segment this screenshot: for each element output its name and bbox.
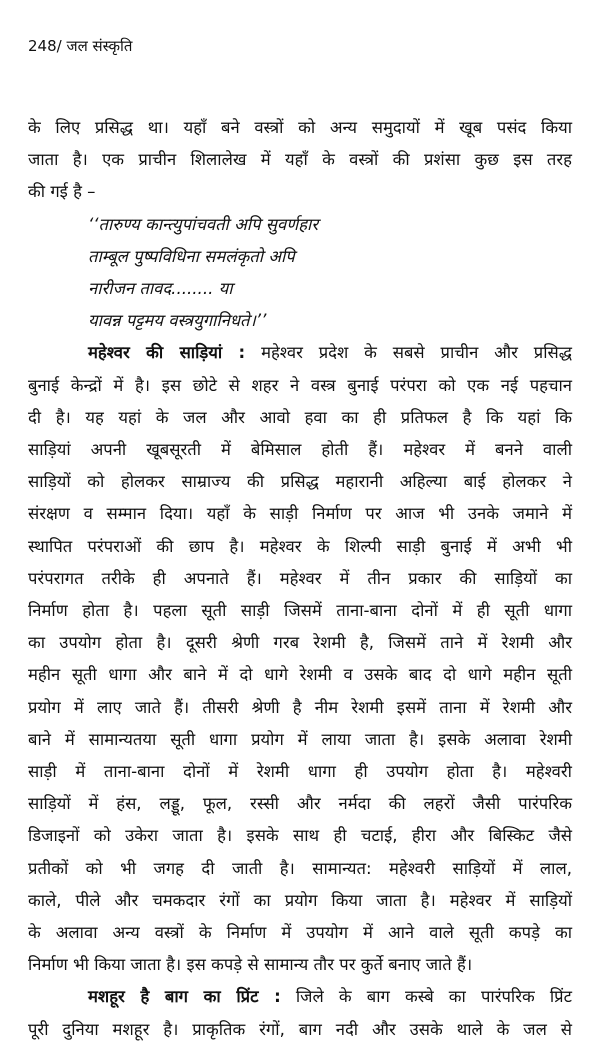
section-bagh-print [28, 981, 572, 1045]
verse-quote [28, 209, 572, 338]
text-line: काले, पीले और चमकदार रंगों का प्रयोग किया जाता है। महेश्वर में साड़ियों [28, 890, 572, 910]
section-heading: महेश्वर की साड़ियां : [88, 343, 246, 363]
text-line: साड़ी में ताना-बाना दोनों में रेशमी धागा ही उपयोग होता है। महेश्वरी [28, 762, 572, 782]
verse-line: नारीजन तावद........ या [88, 279, 233, 299]
section-first-line [28, 337, 572, 369]
text-line: डिजाइनों को उकेरा जाता है। इसके साथ ही चटाई, हीरा और बिस्किट जैसे [28, 826, 572, 846]
section-maheshwar-sarees [28, 337, 572, 981]
section-first-line [28, 981, 572, 1013]
page-body [28, 112, 572, 1046]
text-line: संरक्षण व सम्मान दिया। यहाँ के साड़ी निर्माण पर आज भी उनके जमाने में [28, 504, 572, 524]
section-heading-rest: महेश्वर प्रदेश के सबसे प्राचीन और प्रसिद्ध [245, 343, 573, 363]
text-line: साड़ियों में हंस, लड्डू, फूल, रस्सी और नर्मदा की लहरों जैसी पारंपरिक [28, 794, 572, 814]
text-line: बाने में सामान्यतया सूती धागा प्रयोग में लाया जाता है। इसके अलावा रेशमी [28, 729, 572, 749]
running-head: 248/ जल संस्कृति [28, 37, 133, 55]
section-heading: मशहूर है बाग का प्रिंट : [88, 987, 281, 1007]
text-line: निर्माण होता है। पहला सूती साड़ी जिसमें ताना-बाना दोनों में ही सूती धागा [28, 601, 572, 621]
verse-line: ताम्बूल पुष्पविधिना समलंकृतो अपि [88, 246, 295, 266]
text-line: का उपयोग होता है। दूसरी श्रेणी गरब रेशमी है, जिसमें ताने में रेशमी और [28, 633, 572, 653]
text-line: के लिए प्रसिद्ध था। यहाँ बने वस्त्रों को अन्य समुदायों में खूब पसंद किया [28, 118, 572, 137]
text-line: पूरी दुनिया मशहूर है। प्राकृतिक रंगों, बाग नदी और उसके थाले के जल से [28, 1019, 572, 1039]
text-line: साड़ियों को होलकर साम्राज्य की प्रसिद्ध महारानी अहिल्या बाई होलकर ने [28, 472, 572, 492]
paragraph-intro [28, 112, 572, 209]
text-line: की गई है – [28, 182, 96, 202]
text-line: साड़ियां अपनी खूबसूरती में बेमिसाल होती हैं। महेश्वर में बनने वाली [28, 440, 572, 460]
verse-line: यावन्न पट्टमय वस्त्रयुगानिधते।’’ [88, 311, 267, 331]
text-line: प्रतीकों को भी जगह दी जाती है। सामान्यत: महेश्वरी साड़ियों में लाल, [28, 858, 572, 878]
text-line: के अलावा अन्य वस्त्रों के निर्माण में उपयोग में आने वाले सूती कपड़े का [28, 923, 572, 943]
text-line: निर्माण भी किया जाता है। इस कपड़े से सामान्य तौर पर कुर्ते बनाए जाते हैं। [28, 955, 473, 975]
text-line: स्थापित परंपराओं की छाप है। महेश्वर के शिल्पी साड़ी बुनाई में अभी भी [28, 536, 572, 556]
text-line: जाता है। एक प्राचीन शिलालेख में यहाँ के वस्त्रों की प्रशंसा कुछ इस तरह [28, 150, 572, 170]
text-line: परंपरागत तरीके ही अपनाते हैं। महेश्वर में तीन प्रकार की साड़ियों का [28, 568, 572, 588]
text-line: बुनाई केन्द्रों में है। इस छोटे से शहर ने वस्त्र बुनाई परंपरा को एक नई पहचान [28, 375, 572, 395]
section-heading-rest: जिले के बाग कस्बे का पारंपरिक प्रिंट [280, 987, 572, 1007]
text-line: प्रयोग में लाए जाते हैं। तीसरी श्रेणी है नीम रेशमी इसमें ताना में रेशमी और [28, 697, 572, 717]
verse-line: ‘‘तारुण्य कान्त्युपांचवती अपि सुवर्णहार [88, 214, 319, 234]
text-line: महीन सूती धागा और बाने में दो धागे रेशमी व उसके बाद दो धागे महीन सूती [28, 665, 572, 685]
text-line: दी है। यह यहां के जल और आवो हवा का ही प्रतिफल है कि यहां कि [28, 407, 572, 427]
